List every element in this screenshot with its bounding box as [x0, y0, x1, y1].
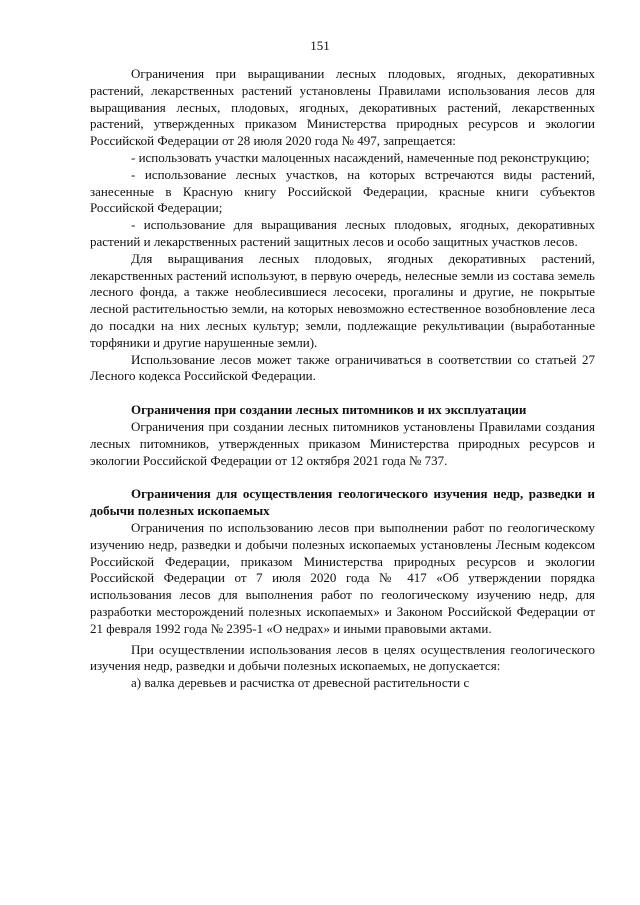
section-heading: Ограничения для осуществления геологического изучения недр, разведки и добычи полезных ископаемых	[90, 486, 595, 519]
paragraph: Ограничения при выращивании лесных плодовых, ягодных, декоративных растений, лекарственных растений установлены Правилами использования лесов для выращивания лесных, плодовых, ягодных, декоративных растений, лекарственных растений, утвержденных приказом Министерства природных ресурсов и экологии Российской Федерации от 28 июля 2020 года № 497, запрещается:	[90, 66, 595, 149]
page-number: 151	[310, 38, 330, 53]
list-item: - использование лесных участков, на которых встречаются виды растений, занесенные в Красную книгу Российской Федерации, красные книги субъектов Российской Федерации;	[90, 166, 595, 216]
section-gap	[90, 469, 595, 486]
section-gap	[90, 385, 595, 402]
paragraph: При осуществлении использования лесов в целях осуществления геологического изучения недр, разведки и добычи полезных ископаемых, не допускается:	[90, 641, 595, 674]
list-item: - использовать участки малоценных насаждений, намеченные под реконструкцию;	[131, 149, 590, 165]
paragraph: Для выращивания лесных плодовых, ягодных декоративных растений, лекарственных растений используют, в первую очередь, нелесные земли из состава земель лесного фонда, а также необлесившиеся лесосеки, прогалины и другие, не покрытые лесной растительностью земли, на которых невозможно естественное возобновление леса до посадки на них лесных культур; земли, подлежащие рекультивации (выработанные торфяники и другие нарушенные земли).	[90, 250, 595, 350]
paragraph: Ограничения по использованию лесов при выполнении работ по геологическому изучению недр, разведки и добычи полезных ископаемых установлены Лесным кодексом Российской Федерации, приказом Министерства природных ресурсов и экологии Российской Федерации от 7 июля 2020 года № 417 «Об утверждении порядка использования лесов для выполнения работ по геологическому изучению недр, для разработки месторождений полезных ископаемых» и Законом Российской Федерации от 21 февраля 1992 года № 2395-1 «О недрах» и иными правовыми актами.	[90, 519, 595, 636]
list-item: а) валка деревьев и расчистка от древесной растительности с	[131, 675, 470, 691]
section-heading: Ограничения при создании лесных питомников и их эксплуатации	[131, 402, 527, 418]
paragraph: Использование лесов может также ограничиваться в соответствии со статьей 27 Лесного кодекса Российской Федерации.	[90, 351, 595, 384]
list-item: - использование для выращивания лесных плодовых, ягодных, декоративных растений и лекарственных растений защитных лесов и особо защитных участков лесов.	[90, 217, 595, 249]
paragraph: Ограничения при создании лесных питомников установлены Правилами создания лесных питомников, утвержденных приказом Министерства природных ресурсов и экологии Российской Федерации от 12 октября 2021 года № 737.	[90, 418, 595, 468]
document-body	[90, 66, 595, 692]
